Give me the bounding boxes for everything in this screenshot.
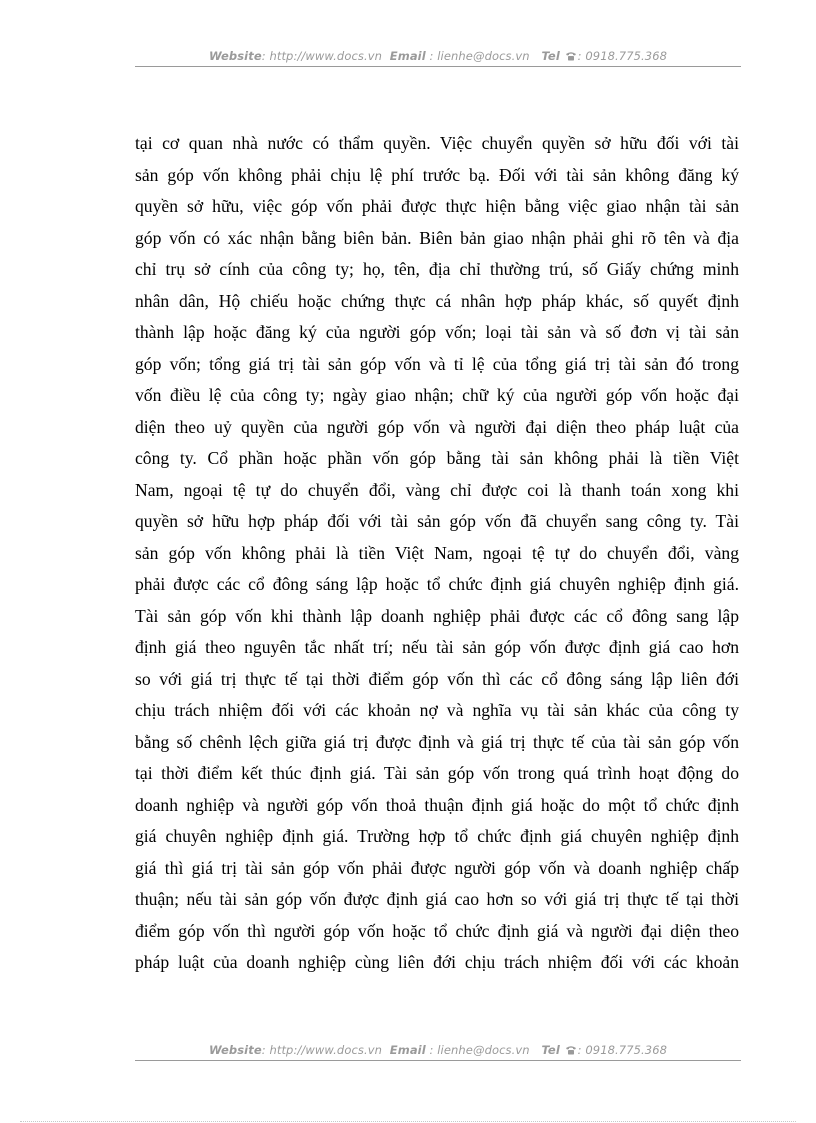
body-line: quyền sở hữu, việc góp vốn phải được thực hiện bằng việc giao nhận tài sản [135,196,739,216]
body-line: Nam, ngoại tệ tự do chuyển đổi, vàng chỉ được coi là thanh toán xong khi [135,479,739,500]
body-line: so với giá trị thực tế tại thời điểm góp vốn thì các cổ đông sáng lập liên đới [135,668,739,689]
body-line: sản góp vốn không phải là tiền Việt Nam, ngoại tệ tự do chuyển đổi, vàng [135,542,739,563]
body-line: góp vốn có xác nhận bằng biên bản. Biên bản giao nhận phải ghi rõ tên và địa [135,227,739,248]
body-line: pháp luật của doanh nghiệp cùng liên đới chịu trách nhiệm đối với các khoản [135,952,739,972]
body-line: doanh nghiệp và người góp vốn thoả thuận định giá hoặc do một tổ chức định [135,794,739,815]
phone-icon [565,51,577,61]
body-line: thuận; nếu tài sản góp vốn được định giá cao hơn so với giá trị thực tế tại thời [135,889,739,909]
body-line: chịu trách nhiệm đối với các khoản nợ và nghĩa vụ tài sản khác của công ty [135,700,739,720]
body-line: giá thì giá trị tài sản góp vốn phải được người góp vốn và doanh nghiệp chấp [135,857,739,878]
body-line: góp vốn; tổng giá trị tài sản góp vốn và tỉ lệ của tổng giá trị tài sản đó trong [135,353,739,374]
body-paragraph [135,128,739,979]
footer-email-value: : lienhe@docs.vn [429,1043,530,1057]
body-line: chỉ trụ sở cính của công ty; họ, tên, địa chỉ thường trú, số Giấy chứng minh [135,259,739,279]
page-header [135,49,741,67]
body-line: nhân dân, Hộ chiếu hoặc chứng thực cá nhân hợp pháp khác, số quyết định [135,290,739,311]
footer-website-label: Website [208,1043,262,1057]
body-line: vốn điều lệ của công ty; ngày giao nhận; chữ ký của người góp vốn hoặc đại [135,385,739,405]
header-tel-label: Tel [541,49,560,63]
body-line: định giá theo nguyên tắc nhất trí; nếu tài sản góp vốn được định giá cao hơn [135,637,739,657]
body-line: sản góp vốn không phải chịu lệ phí trước bạ. Đối với tài sản không đăng ký [135,164,739,185]
body-line: giá chuyên nghiệp định giá. Trường hợp tổ chức định giá chuyên nghiệp định [135,826,739,846]
body-line: bằng số chênh lệch giữa giá trị được định và giá trị thực tế của tài sản góp vốn [135,731,739,752]
body-line: tại cơ quan nhà nước có thẩm quyền. Việc chuyển quyền sở hữu đối với tài [135,133,739,153]
body-line: công ty. Cổ phần hoặc phần vốn góp bằng tài sản không phải là tiền Việt [135,448,739,468]
body-line: điểm góp vốn thì người góp vốn hoặc tổ chức định giá và người đại diện theo [135,920,739,941]
body-line: tại thời điểm kết thúc định giá. Tài sản góp vốn trong quá trình hoạt động do [135,763,739,783]
phone-icon [565,1045,577,1055]
body-line: thành lập hoặc đăng ký của người góp vốn; loại tài sản và số đơn vị tài sản [135,322,739,342]
body-line: Tài sản góp vốn khi thành lập doanh nghiệp phải được các cổ đông sang lập [135,605,739,626]
footer-tel-label: Tel [541,1043,560,1057]
page-footer [135,1043,741,1061]
body-line: quyền sở hữu hợp pháp đối với tài sản góp vốn đã chuyển sang công ty. Tài [135,511,739,531]
header-email-label: Email [389,49,426,63]
body-line: diện theo uỷ quyền của người góp vốn và người đại diện theo pháp luật của [135,416,739,437]
footer-tel-value: : 0918.775.368 [577,1043,668,1057]
footer-website-value: : http://www.docs.vn [261,1043,383,1057]
body-line: phải được các cổ đông sáng lập hoặc tổ chức định giá chuyên nghiệp định giá. [135,574,739,594]
header-tel-value: : 0918.775.368 [577,49,668,63]
header-email-value: : lienhe@docs.vn [429,49,530,63]
footer-email-label: Email [389,1043,426,1057]
header-website-value: : http://www.docs.vn [261,49,383,63]
header-website-label: Website [208,49,262,63]
page-bottom-border [20,1121,796,1122]
